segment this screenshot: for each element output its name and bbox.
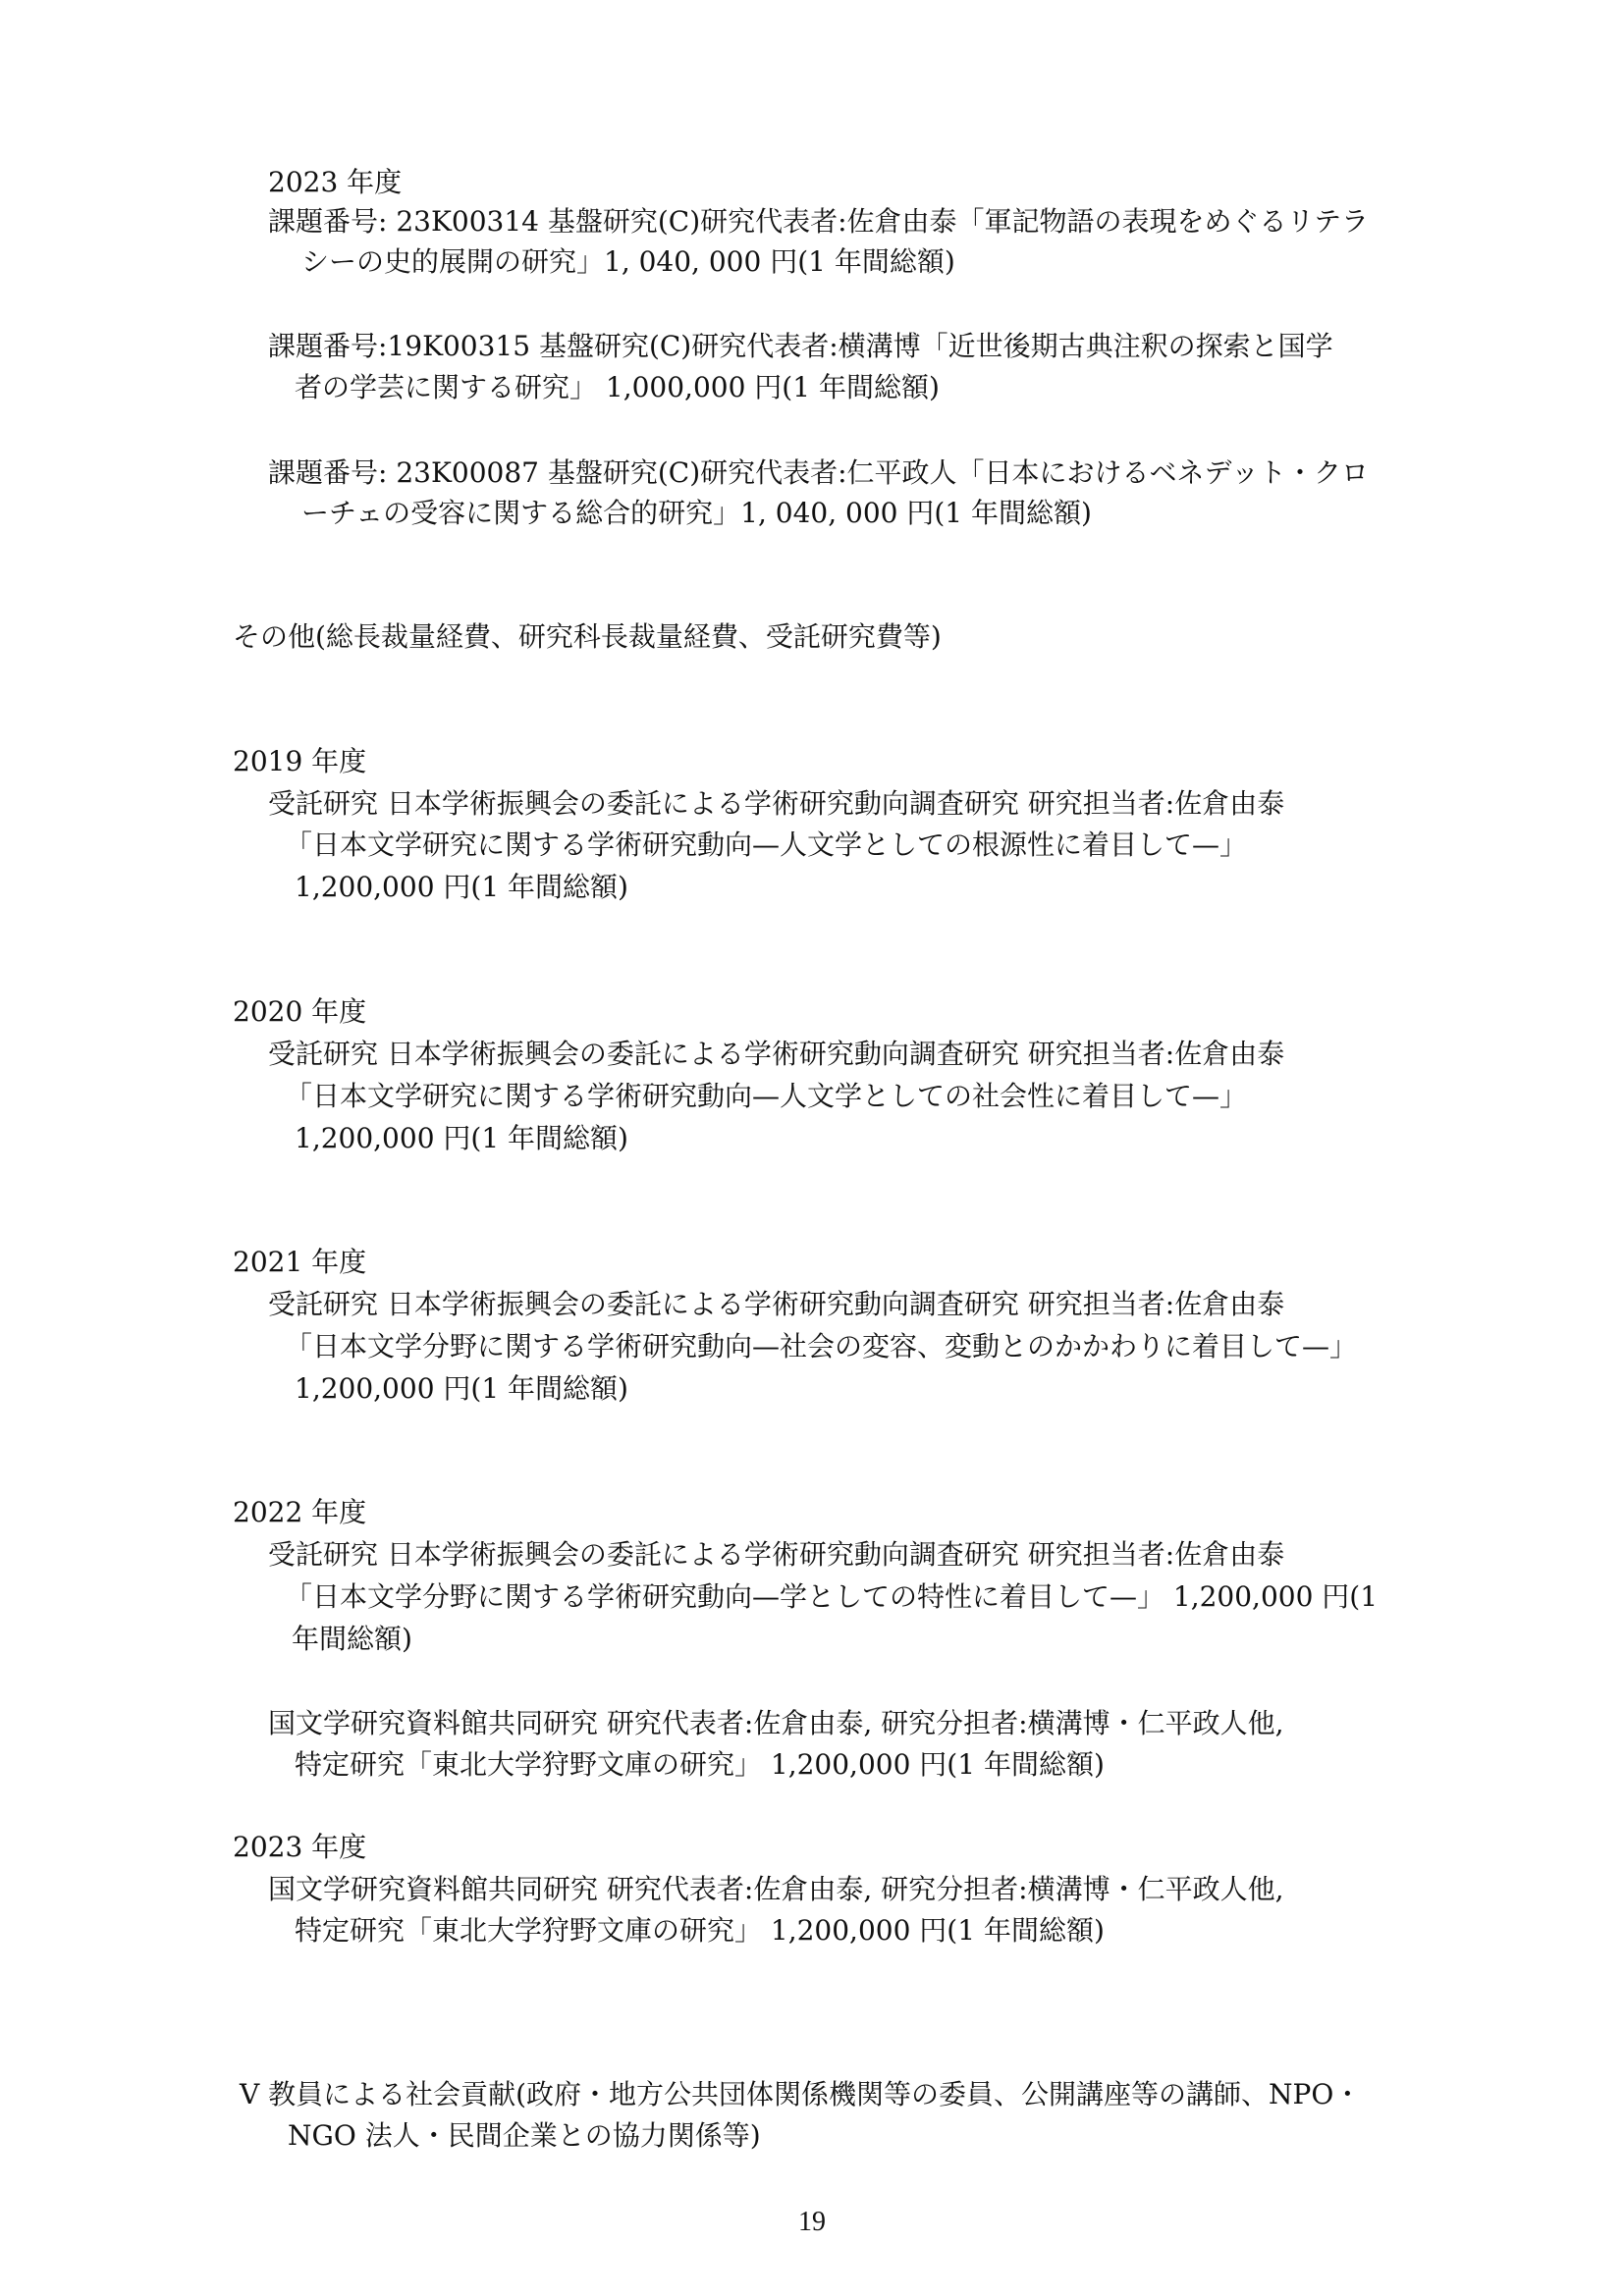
year-2021-line-2: 「日本文学分野に関する学術研究動向—社会の変容、変動とのかかわりに着目して—」 [285,1330,1358,1362]
year-2020-line-1: 受託研究 日本学術振興会の委託による学術研究動向調査研究 研究担当者:佐倉由泰 [268,1038,1285,1070]
year-2019-line-2: 「日本文学研究に関する学術研究動向—人文学としての根源性に着目して—」 [285,828,1248,861]
year-2022-line-2: 「日本文学分野に関する学術研究動向—学としての特性に着目して—」 1,200,000 円(1 [285,1580,1379,1613]
year-2019-line-1: 受託研究 日本学術振興会の委託による学術研究動向調査研究 研究担当者:佐倉由泰 [268,787,1285,820]
year-2019-heading: 2019 年度 [233,745,367,777]
year-2023-line-1: 国文学研究資料館共同研究 研究代表者:佐倉由泰, 研究分担者:横溝博・仁平政人他, [268,1873,1284,1905]
other-funding-heading: その他(総長裁量経費、研究科長裁量経費、受託研究費等) [233,620,942,653]
year-2022-line-1: 受託研究 日本学術振興会の委託による学術研究動向調査研究 研究担当者:佐倉由泰 [268,1538,1285,1571]
year-2022-kokubun-line-2: 特定研究「東北大学狩野文庫の研究」 1,200,000 円(1 年間総額) [295,1748,1105,1781]
page-number: 19 [798,2207,826,2237]
year-2020-heading: 2020 年度 [233,995,367,1028]
year-2020-line-3: 1,200,000 円(1 年間総額) [295,1122,628,1154]
year-2022-heading: 2022 年度 [233,1496,367,1528]
kaken-entry-3-line-1: 課題番号: 23K00087 基盤研究(C)研究代表者:仁平政人「日本におけるベネデット・クロ [268,456,1370,489]
year-2021-heading: 2021 年度 [233,1246,367,1278]
year-2021-line-3: 1,200,000 円(1 年間総額) [295,1372,628,1405]
year-2020-line-2: 「日本文学研究に関する学術研究動向—人文学としての社会性に着目して—」 [285,1080,1248,1112]
kaken-entry-2-line-1: 課題番号:19K00315 基盤研究(C)研究代表者:横溝博「近世後期古典注釈の探索と国学 [268,330,1333,362]
year-2023-line-2: 特定研究「東北大学狩野文庫の研究」 1,200,000 円(1 年間総額) [295,1914,1105,1947]
year-2022-line-3: 年間総額) [292,1623,412,1655]
year-2022-kokubun-line-1: 国文学研究資料館共同研究 研究代表者:佐倉由泰, 研究分担者:横溝博・仁平政人他, [268,1707,1284,1739]
kaken-entry-2-line-2: 者の学芸に関する研究」 1,000,000 円(1 年間総額) [295,371,940,403]
kaken-entry-1-line-1: 課題番号: 23K00314 基盤研究(C)研究代表者:佐倉由泰「軍記物語の表現をめぐるリテラ [268,205,1370,238]
kaken-entry-1-line-2: シーの史的展開の研究」1, 040, 000 円(1 年間総額) [301,245,955,278]
kaken-entry-3-line-2: ーチェの受容に関する総合的研究」1, 040, 000 円(1 年間総額) [301,497,1092,529]
year-2019-line-3: 1,200,000 円(1 年間総額) [295,871,628,903]
year-2023-heading: 2023 年度 [233,1831,367,1863]
section-v-heading-line-1: V 教員による社会貢献(政府・地方公共団体関係機関等の委員、公開講座等の講師、NPO・ [240,2078,1362,2110]
year-2021-line-1: 受託研究 日本学術振興会の委託による学術研究動向調査研究 研究担当者:佐倉由泰 [268,1288,1285,1320]
section-v-heading-line-2: NGO 法人・民間企業との協力関係等) [288,2119,761,2152]
kaken-year-heading: 2023 年度 [268,166,403,198]
